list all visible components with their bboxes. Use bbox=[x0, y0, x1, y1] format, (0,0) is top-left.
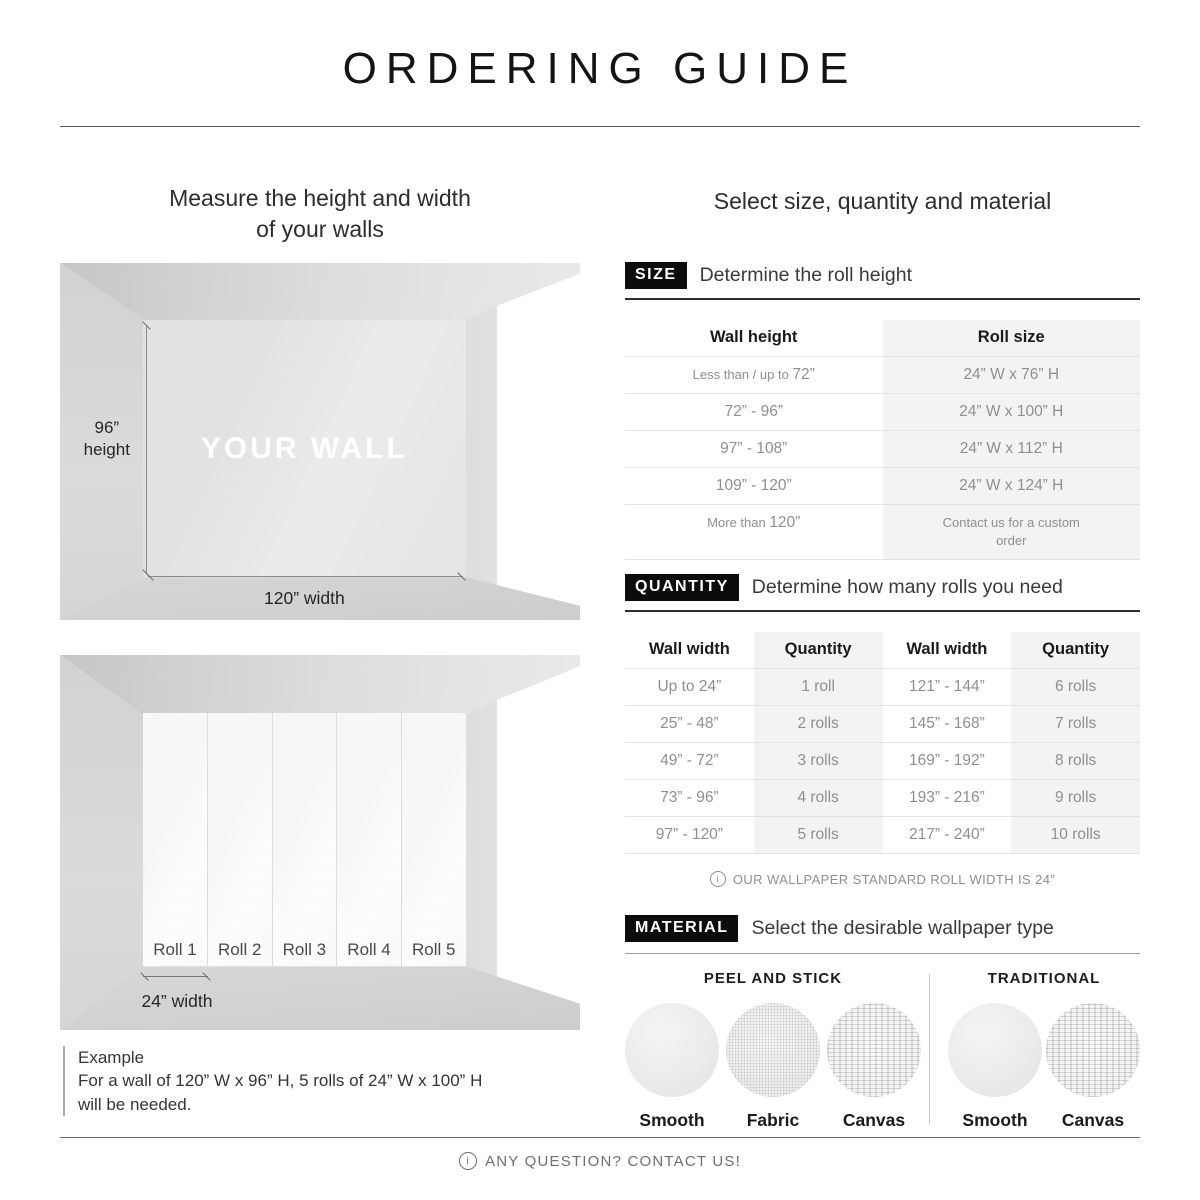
info-icon: i bbox=[710, 871, 726, 887]
quantity-subtitle: Determine how many rolls you need bbox=[751, 576, 1063, 598]
left-heading-line2: of your walls bbox=[256, 216, 384, 243]
quantity-value: 1 roll bbox=[754, 669, 883, 705]
traditional-title: TRADITIONAL bbox=[987, 970, 1101, 987]
material-group-peel-and-stick bbox=[625, 970, 921, 1131]
roll-width-note bbox=[625, 871, 1140, 887]
right-column-heading: Select size, quantity and material bbox=[713, 188, 1052, 214]
width-dimension-label: 120” width bbox=[264, 587, 345, 608]
height-dimension-label bbox=[70, 417, 143, 463]
roll-size-value: 24” W x 76” H bbox=[883, 357, 1141, 393]
wall-height-value: 97” - 108” bbox=[720, 440, 788, 457]
swatch-canvas bbox=[827, 1003, 921, 1131]
quantity-value: 9 rolls bbox=[1011, 780, 1140, 816]
quantity-value: 8 rolls bbox=[1011, 743, 1140, 779]
wall-height-value: 109” - 120” bbox=[715, 477, 792, 494]
height-dimension-line bbox=[146, 325, 147, 573]
wall-width-value: 121” - 144” bbox=[908, 678, 985, 695]
example-block bbox=[63, 1046, 568, 1116]
size-table bbox=[625, 320, 1140, 560]
quantity-value: 10 rolls bbox=[1011, 817, 1140, 853]
room-illustration-your-wall bbox=[60, 263, 580, 620]
roll-panel bbox=[143, 713, 208, 967]
left-heading-line1: Measure the height and width bbox=[169, 185, 471, 211]
wall-width-value: 217” - 240” bbox=[908, 826, 985, 843]
roll-label: Roll 5 bbox=[411, 940, 456, 960]
page-title: ORDERING GUIDE bbox=[342, 44, 858, 93]
material-group-traditional bbox=[938, 970, 1140, 1131]
roll-panel bbox=[208, 713, 273, 967]
size-table-row bbox=[625, 394, 1140, 431]
canvas-texture-circle bbox=[827, 1003, 921, 1097]
wall-width-value: 193” - 216” bbox=[908, 789, 985, 806]
material-group-divider bbox=[929, 974, 930, 1124]
quantity-value: 2 rolls bbox=[754, 706, 883, 742]
wall-width-value: 145” - 168” bbox=[908, 715, 985, 732]
wall-width-value: 73” - 96” bbox=[660, 789, 719, 806]
wall-width-value: 49” - 72” bbox=[660, 752, 719, 769]
quantity-table-row bbox=[625, 669, 1140, 706]
canvas-texture-circle bbox=[1046, 1003, 1140, 1097]
size-subtitle: Determine the roll height bbox=[699, 264, 913, 286]
size-table-row bbox=[625, 468, 1140, 505]
height-word: height bbox=[83, 440, 130, 460]
wall-width-value: Up to 24” bbox=[657, 678, 722, 695]
example-line1: For a wall of 120” W x 96” H, 5 rolls of 24” W x 100” H bbox=[78, 1071, 483, 1091]
room-main-wall bbox=[143, 320, 465, 577]
wall-width-value: 97” - 120” bbox=[655, 826, 723, 843]
quantity-table-row bbox=[625, 780, 1140, 817]
smooth-texture-circle bbox=[948, 1003, 1042, 1097]
size-table-header-row bbox=[625, 320, 1140, 357]
quantity-value: 5 rolls bbox=[754, 817, 883, 853]
contact-note-text: ANY QUESTION? CONTACT US! bbox=[485, 1152, 741, 1170]
quantity-table bbox=[625, 632, 1140, 854]
quantity-table-row bbox=[625, 706, 1140, 743]
quantity-col-header: Quantity bbox=[754, 632, 883, 668]
roll-label: Roll 2 bbox=[217, 940, 262, 960]
size-section-header bbox=[625, 262, 1140, 300]
material-section bbox=[625, 915, 1140, 1131]
wall-height-value: 120” bbox=[769, 514, 801, 531]
swatch-label: Fabric bbox=[746, 1110, 800, 1130]
example-title: Example bbox=[78, 1048, 145, 1067]
swatch-fabric bbox=[726, 1003, 820, 1131]
swatch-label: Canvas bbox=[842, 1110, 906, 1130]
contact-note bbox=[0, 1152, 1200, 1170]
top-divider bbox=[60, 126, 1140, 127]
material-subtitle: Select the desirable wallpaper type bbox=[751, 917, 1054, 939]
quantity-section-header bbox=[625, 574, 1140, 612]
swatch-label: Smooth bbox=[639, 1110, 705, 1130]
roll-size-value: 24” W x 124” H bbox=[883, 468, 1141, 504]
wall-height-prefix: More than bbox=[707, 515, 770, 530]
material-chip: MATERIAL bbox=[625, 915, 738, 942]
quantity-table-row bbox=[625, 743, 1140, 780]
roll-width-dimension-label: 24” width bbox=[141, 990, 213, 1011]
material-section-header bbox=[625, 915, 1140, 954]
smooth-texture-circle bbox=[625, 1003, 719, 1097]
roll-size-value: 24” W x 100” H bbox=[883, 394, 1141, 430]
size-table-row bbox=[625, 357, 1140, 394]
roll-width-note-text: OUR WALLPAPER STANDARD ROLL WIDTH IS 24” bbox=[732, 871, 1056, 887]
quantity-col-header: Quantity bbox=[1011, 632, 1140, 668]
your-wall-label: YOUR WALL bbox=[200, 431, 408, 465]
size-col-roll-size: Roll size bbox=[883, 320, 1141, 356]
wall-width-value: 25” - 48” bbox=[660, 715, 719, 732]
bottom-divider bbox=[60, 1137, 1140, 1138]
peel-and-stick-title: PEEL AND STICK bbox=[703, 970, 843, 987]
wall-width-value: 169” - 192” bbox=[908, 752, 985, 769]
quantity-value: 4 rolls bbox=[754, 780, 883, 816]
roll-label: Roll 1 bbox=[153, 940, 197, 960]
wall-height-prefix: Less than / up to bbox=[692, 367, 793, 382]
wall-height-value: 72” bbox=[792, 366, 815, 383]
swatch-canvas bbox=[1046, 1003, 1140, 1131]
roll-panel bbox=[402, 713, 466, 967]
swatch-smooth bbox=[948, 1003, 1042, 1131]
size-col-wall-height: Wall height bbox=[710, 328, 798, 346]
quantity-col-header: Wall width bbox=[648, 640, 730, 658]
swatch-label: Canvas bbox=[1061, 1110, 1125, 1130]
quantity-value: 6 rolls bbox=[1011, 669, 1140, 705]
swatch-smooth bbox=[625, 1003, 719, 1131]
roll-size-value: Contact us for a custom order bbox=[942, 515, 1080, 548]
quantity-table-row bbox=[625, 817, 1140, 854]
size-table-row bbox=[625, 505, 1140, 560]
material-body bbox=[625, 970, 1140, 1131]
size-chip: SIZE bbox=[625, 262, 687, 289]
roll-width-dimension-line bbox=[143, 976, 207, 977]
quantity-chip: QUANTITY bbox=[625, 574, 739, 601]
swatch-label: Smooth bbox=[962, 1110, 1028, 1130]
quantity-col-header: Wall width bbox=[906, 640, 988, 658]
fabric-texture-circle bbox=[726, 1003, 820, 1097]
quantity-table-header-row bbox=[625, 632, 1140, 669]
quantity-section bbox=[625, 574, 1140, 887]
roll-label: Roll 3 bbox=[282, 940, 327, 960]
roll-label: Roll 4 bbox=[347, 940, 391, 960]
size-section bbox=[625, 262, 1140, 560]
roll-panel bbox=[337, 713, 402, 967]
room-illustration-rolls bbox=[60, 655, 580, 1030]
quantity-value: 3 rolls bbox=[754, 743, 883, 779]
info-icon: i bbox=[459, 1152, 477, 1170]
size-table-row bbox=[625, 431, 1140, 468]
example-line2: will be needed. bbox=[78, 1094, 192, 1114]
wallpaper-roll-panels bbox=[143, 713, 465, 967]
quantity-value: 7 rolls bbox=[1011, 706, 1140, 742]
wall-height-value: 72” - 96” bbox=[724, 403, 784, 420]
left-column-heading bbox=[60, 183, 580, 245]
height-value: 96” bbox=[94, 417, 120, 437]
roll-size-value: 24” W x 112” H bbox=[883, 431, 1141, 467]
width-dimension-line bbox=[148, 576, 463, 577]
roll-panel bbox=[273, 713, 338, 967]
